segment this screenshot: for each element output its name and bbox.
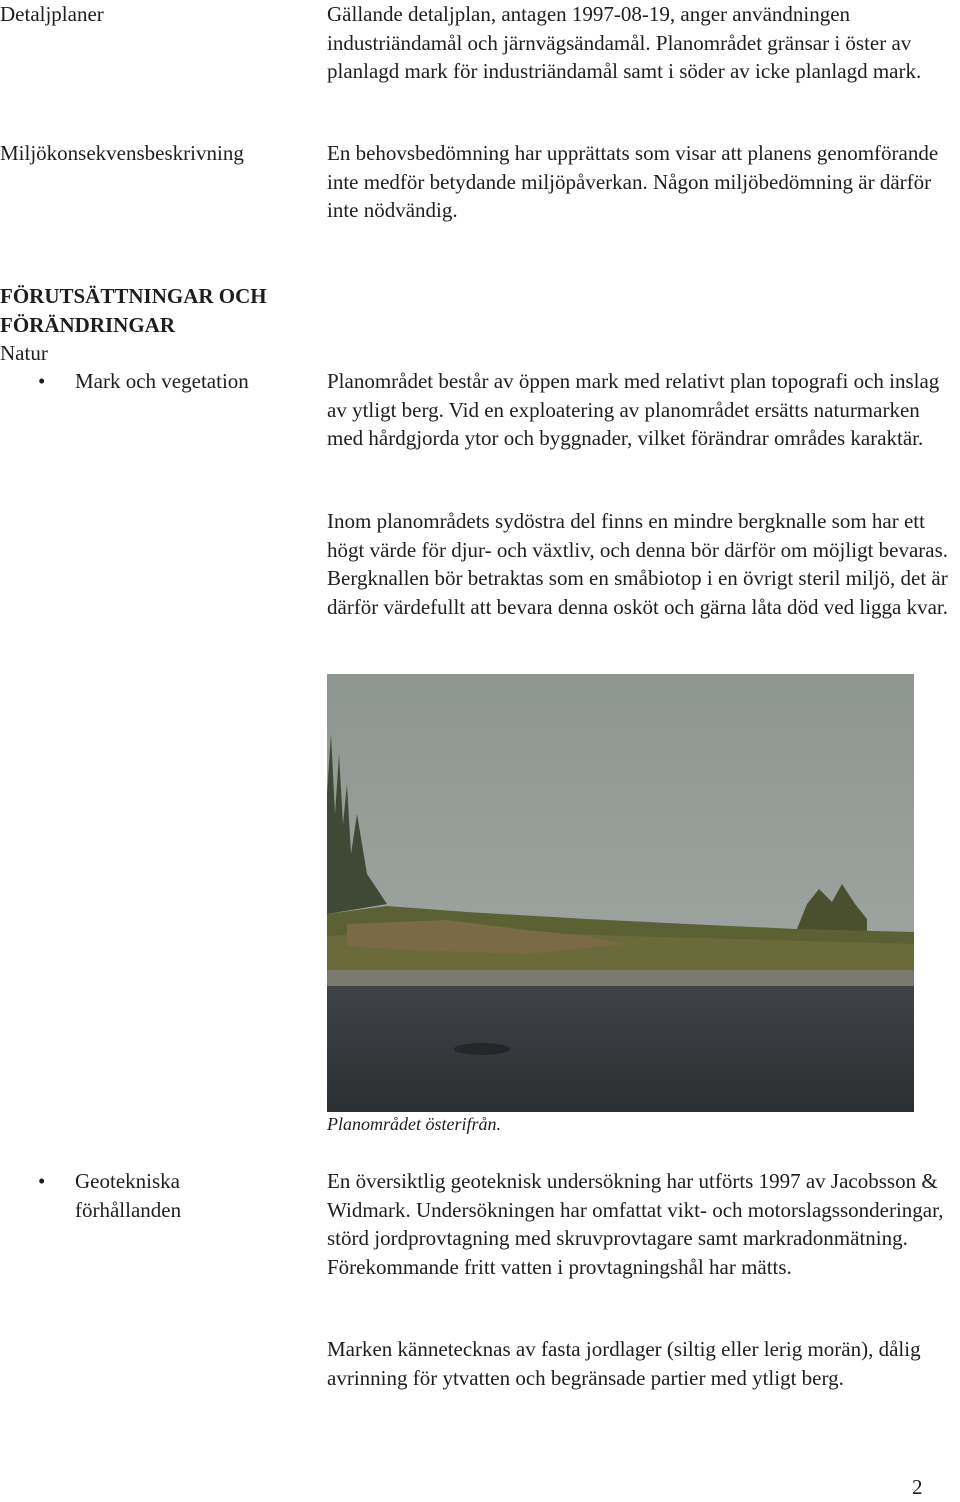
subheading-natur: Natur [0,341,48,365]
landscape-photo-image [327,674,914,1112]
label-detaljplaner: Detaljplaner [0,2,104,26]
landscape-photo [327,674,914,1112]
label-geotekniska-line1: Geotekniska [75,1169,180,1193]
label-mkb: Miljökonsekvensbeskrivning [0,141,244,165]
bullet-mark: • [38,369,46,393]
text-mkb [327,139,960,225]
paragraph-geo-1: En översiktlig geoteknisk undersökning har utförts 1997 av Jacobsson & Widmark. Undersökningen har omfattat vikt- och motorslagssonderingar, störd jordprovtagning med skruvprovtagare samt markradonmätning. Förekommande fritt vatten i provtagningshål har mätts. [327,1169,944,1279]
section-heading [0,282,267,339]
text-geo-para1 [327,1167,960,1281]
paragraph-geo-2: Marken kännetecknas av fasta jordlager (siltig eller lerig morän), dålig avrinning för ytvatten och begränsade partier med ytligt berg. [327,1337,921,1390]
bullet-geo: • [38,1169,46,1193]
text-mark-para1 [327,367,960,453]
paragraph-mark-2: Inom planområdets sydöstra del finns en mindre bergknalle som har ett högt värde för djur- och växtliv, och denna bör därför om möjligt bevaras. Bergknallen bör betraktas som en småbiotop i en övrigt steril miljö, det är därför värdefullt att bevara denna osköt och gärna låta död ved ligga kvar. [327,509,949,619]
text-geo-para2 [327,1335,960,1392]
page-number: 2 [912,1475,923,1499]
section-heading-line2: FÖRÄNDRINGAR [0,312,175,337]
section-heading-line1: FÖRUTSÄTTNINGAR OCH [0,284,267,308]
paragraph-mark-1: Planområdet består av öppen mark med relativt plan topografi och inslag av ytligt berg. Vid en exploatering av planområdet ersätts naturmarken med hårdgjorda ytor och byggnader, vilket förändrar områdes karaktär. [327,369,940,450]
photo-caption: Planområdet österifrån. [327,1114,501,1134]
text-detaljplaner [327,0,960,86]
text-mark-para2 [327,507,960,621]
paragraph-detaljplaner: Gällande detaljplan, antagen 1997-08-19, anger användningen industriändamål och järnvägsändamål. Planområdet gränsar i öster av planlagd mark för industriändamål samt i söder av icke planlagd mark. [327,2,922,83]
label-geotekniska [75,1167,181,1224]
label-mark-vegetation: Mark och vegetation [75,369,249,393]
paragraph-mkb: En behovsbedömning har upprättats som visar att planens genomförande inte medför betydande miljöpåverkan. Någon miljöbedömning är därför inte nödvändig. [327,141,939,222]
label-geotekniska-line2: förhållanden [75,1197,182,1222]
